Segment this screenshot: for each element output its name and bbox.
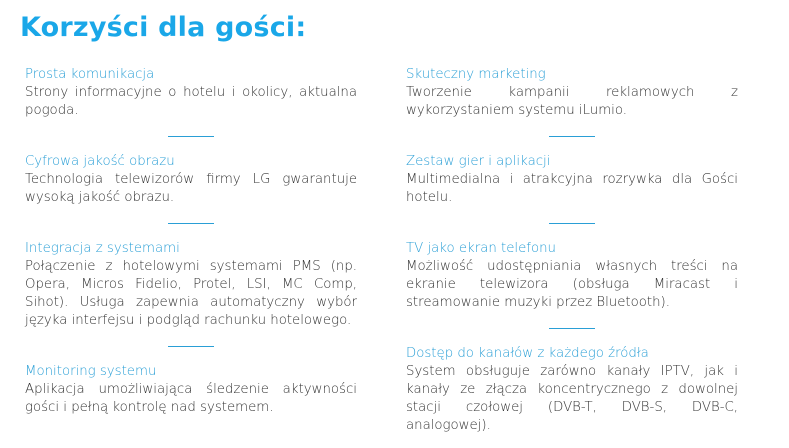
benefit-item	[25, 153, 357, 207]
benefit-item	[25, 240, 357, 330]
divider	[549, 136, 595, 137]
benefit-description: Połączenie z hotelowymi systemami PMS (np. Opera, Micros Fidelio, Protel, LSI, MC Comp, Sihot). Usługa zapewnia automatyczny wybór języka interfejsu i podgląd rachunku hotelowego.	[25, 259, 357, 328]
benefit-description: Technologia telewizorów firmy LG gwarantuje wysoką jakość obrazu.	[25, 172, 357, 205]
benefit-title: Zestaw gier i aplikacji	[406, 154, 551, 169]
benefit-description: Tworzenie kampanii reklamowych z wykorzystaniem systemu iLumio.	[406, 85, 738, 118]
benefit-title: Cyfrowa jakość obrazu	[25, 154, 175, 169]
benefit-item	[25, 363, 357, 417]
divider	[168, 223, 214, 224]
divider	[168, 346, 214, 347]
divider	[168, 136, 214, 137]
divider	[549, 223, 595, 224]
benefit-item	[406, 66, 738, 120]
benefits-right-column	[406, 66, 738, 435]
benefit-title: Dostęp do kanałów z każdego źródła	[406, 346, 649, 361]
page-title: Korzyści dla gości:	[20, 12, 307, 43]
benefit-title: Monitoring systemu	[25, 364, 157, 379]
benefit-description: Możliwość udostępniania własnych treści na ekranie telewizora (obsługa Miracast i streamowanie muzyki przez Bluetooth).	[406, 259, 738, 310]
benefit-item	[25, 66, 357, 120]
benefit-description: System obsługuje zarówno kanały IPTV, jak i kanały ze złącza koncentrycznego z dowolnej stacji czołowej (DVB-T, DVB-S, DVB-C, analogowej).	[406, 364, 738, 433]
benefit-title: TV jako ekran telefonu	[406, 241, 556, 256]
benefit-description: Multimedialna i atrakcyjna rozrywka dla Gości hotelu.	[406, 172, 738, 205]
benefit-item	[406, 153, 738, 207]
benefit-title: Skuteczny marketing	[406, 67, 546, 82]
benefit-item	[406, 240, 738, 312]
benefit-title: Integracja z systemami	[25, 241, 180, 256]
benefit-description: Aplikacja umożliwiająca śledzenie aktywności gości i pełną kontrolę nad systemem.	[25, 382, 357, 415]
benefit-item	[406, 345, 738, 435]
benefits-left-column	[25, 66, 357, 417]
divider	[549, 328, 595, 329]
benefit-title: Prosta komunikacja	[25, 67, 155, 82]
benefit-description: Strony informacyjne o hotelu i okolicy, aktualna pogoda.	[25, 85, 357, 118]
